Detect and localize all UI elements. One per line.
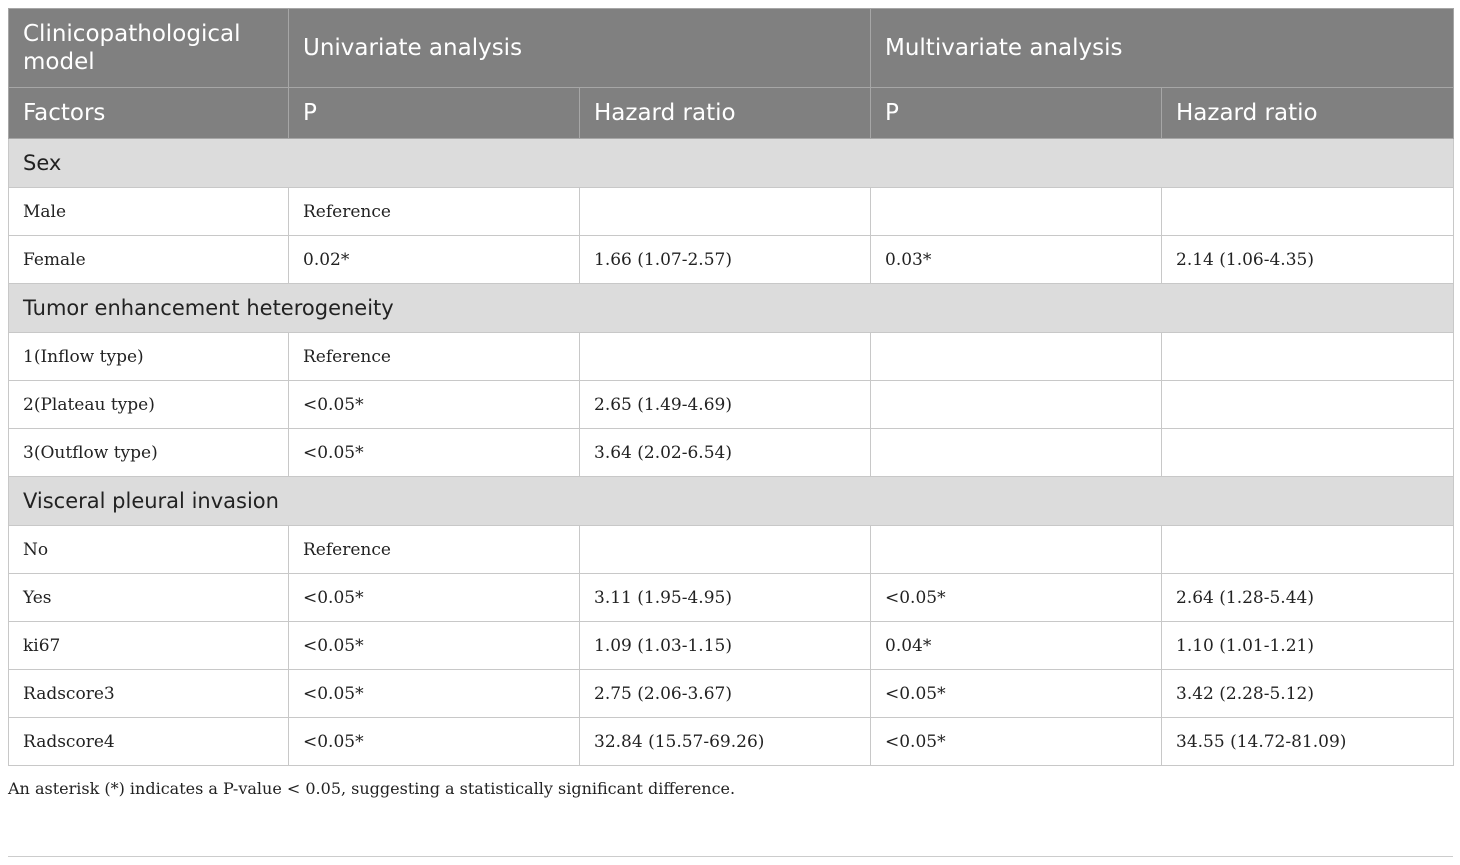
- uni-p-cell: <0.05*: [289, 429, 580, 477]
- table-row: [9, 526, 1454, 574]
- uni-hr-cell: [580, 333, 871, 381]
- uni-p-cell: <0.05*: [289, 670, 580, 718]
- factor-cell: Radscore4: [9, 718, 289, 766]
- factor-cell: No: [9, 526, 289, 574]
- header-row-top: [9, 9, 1454, 88]
- uni-p-cell: <0.05*: [289, 381, 580, 429]
- table-body: [9, 139, 1454, 766]
- table-row: [9, 622, 1454, 670]
- multi-hr-cell: [1162, 188, 1454, 236]
- multi-hr-cell: 3.42 (2.28-5.12): [1162, 670, 1454, 718]
- multi-p-cell: [871, 526, 1162, 574]
- multi-p-cell: [871, 333, 1162, 381]
- multi-p-cell: <0.05*: [871, 670, 1162, 718]
- group-row: [9, 477, 1454, 526]
- multi-p-cell: [871, 429, 1162, 477]
- uni-hr-cell: 1.66 (1.07-2.57): [580, 236, 871, 284]
- uni-hr-cell: 32.84 (15.57-69.26): [580, 718, 871, 766]
- multi-p-cell: <0.05*: [871, 574, 1162, 622]
- uni-hr-cell: 1.09 (1.03-1.15): [580, 622, 871, 670]
- group-row: [9, 139, 1454, 188]
- uni-p-cell: <0.05*: [289, 622, 580, 670]
- uni-hr-cell: [580, 188, 871, 236]
- header-model: Clinicopathological model: [9, 9, 289, 88]
- table-header: [9, 9, 1454, 139]
- header-multi-hr: Hazard ratio: [1162, 88, 1454, 139]
- multi-hr-cell: [1162, 526, 1454, 574]
- factor-cell: Radscore3: [9, 670, 289, 718]
- table-row: [9, 381, 1454, 429]
- factor-cell: 1(Inflow type): [9, 333, 289, 381]
- multi-hr-cell: 34.55 (14.72-81.09): [1162, 718, 1454, 766]
- factor-cell: Yes: [9, 574, 289, 622]
- results-table: [8, 8, 1454, 766]
- table-row: [9, 718, 1454, 766]
- multi-p-cell: <0.05*: [871, 718, 1162, 766]
- multi-hr-cell: [1162, 333, 1454, 381]
- multi-p-cell: 0.03*: [871, 236, 1162, 284]
- uni-hr-cell: 3.64 (2.02-6.54): [580, 429, 871, 477]
- factor-cell: Male: [9, 188, 289, 236]
- multi-hr-cell: [1162, 381, 1454, 429]
- uni-p-cell: <0.05*: [289, 718, 580, 766]
- header-factors: Factors: [9, 88, 289, 139]
- group-row: [9, 284, 1454, 333]
- uni-p-cell: Reference: [289, 526, 580, 574]
- header-uni-p: P: [289, 88, 580, 139]
- table-row: [9, 333, 1454, 381]
- header-row-sub: [9, 88, 1454, 139]
- uni-hr-cell: [580, 526, 871, 574]
- multi-p-cell: [871, 188, 1162, 236]
- group-label: Sex: [9, 139, 1454, 188]
- table-row: [9, 574, 1454, 622]
- bottom-divider: [8, 856, 1453, 857]
- uni-p-cell: <0.05*: [289, 574, 580, 622]
- uni-p-cell: 0.02*: [289, 236, 580, 284]
- factor-cell: ki67: [9, 622, 289, 670]
- factor-cell: 2(Plateau type): [9, 381, 289, 429]
- group-label: Visceral pleural invasion: [9, 477, 1454, 526]
- group-label: Tumor enhancement heterogeneity: [9, 284, 1454, 333]
- header-multivariate: Multivariate analysis: [871, 9, 1454, 88]
- multi-hr-cell: 2.14 (1.06-4.35): [1162, 236, 1454, 284]
- multi-p-cell: 0.04*: [871, 622, 1162, 670]
- table-row: [9, 429, 1454, 477]
- table-row: [9, 670, 1454, 718]
- header-univariate: Univariate analysis: [289, 9, 871, 88]
- uni-hr-cell: 2.65 (1.49-4.69): [580, 381, 871, 429]
- table-row: [9, 188, 1454, 236]
- header-multi-p: P: [871, 88, 1162, 139]
- multi-hr-cell: 2.64 (1.28-5.44): [1162, 574, 1454, 622]
- table-footnote: An asterisk (*) indicates a P-value < 0.05, suggesting a statistically significant difference.: [8, 779, 736, 798]
- uni-hr-cell: 2.75 (2.06-3.67): [580, 670, 871, 718]
- table-row: [9, 236, 1454, 284]
- multi-p-cell: [871, 381, 1162, 429]
- uni-hr-cell: 3.11 (1.95-4.95): [580, 574, 871, 622]
- uni-p-cell: Reference: [289, 188, 580, 236]
- header-uni-hr: Hazard ratio: [580, 88, 871, 139]
- factor-cell: 3(Outflow type): [9, 429, 289, 477]
- multi-hr-cell: [1162, 429, 1454, 477]
- factor-cell: Female: [9, 236, 289, 284]
- multi-hr-cell: 1.10 (1.01-1.21): [1162, 622, 1454, 670]
- uni-p-cell: Reference: [289, 333, 580, 381]
